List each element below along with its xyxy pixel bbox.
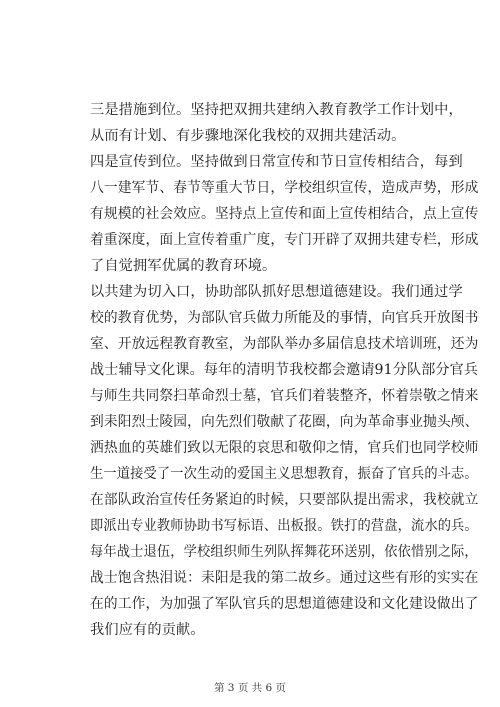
paragraph-line: 室、开放远程教育教室，为部队举办多届信息技术培训班，还为 bbox=[90, 336, 479, 352]
paragraph-line: 以共建为切入口，协助部队抓好思想道德建设。我们通过学 bbox=[90, 284, 463, 300]
paragraph-line: 有规模的社会效应。坚持点上宣传和面上宣传相结合，点上宣传 bbox=[90, 206, 479, 222]
paragraph-line: 生一道接受了一次生动的爱国主义思想教育，振奋了官兵的斗志。 bbox=[90, 466, 478, 482]
page-number-footer: 第 3 页 共 6 页 bbox=[213, 682, 287, 694]
paragraph-line: 即派出专业教师协助书写标语、出板报。铁打的营盘，流水的兵。 bbox=[90, 518, 478, 534]
paragraph-line: 我们应有的贡献。 bbox=[90, 622, 205, 638]
paragraph-line: 在部队政治宣传任务紧迫的时候，只要部队提出需求，我校就立 bbox=[90, 492, 479, 508]
paragraph-line: 三是措施到位。坚持把双拥共建纳入教育教学工作计划中， bbox=[90, 102, 463, 118]
paragraph-line: 到耒阳烈士陵园，向先烈们敬献了花圈，向为革命事业抛头颅、 bbox=[90, 414, 479, 430]
paragraph-line: 了自觉拥军优属的教育环境。 bbox=[90, 258, 277, 274]
paragraph-line: 校的教育优势，为部队官兵做力所能及的事情，向官兵开放图书 bbox=[90, 310, 479, 326]
paragraph-line: 四是宣传到位。坚持做到日常宣传和节日宣传相结合，每到 bbox=[90, 154, 463, 170]
paragraph-line: 从而有计划、有步骤地深化我校的双拥共建活动。 bbox=[90, 128, 406, 144]
paragraph-line: 洒热血的英雄们致以无限的哀思和敬仰之情，官兵们也同学校师 bbox=[90, 440, 479, 456]
paragraph-line: 在的工作，为加强了军队官兵的思想道德建设和文化建设做出了 bbox=[90, 596, 479, 612]
paragraph-line: 战士辅导文化课。每年的清明节我校都会邀请91分队部分官兵 bbox=[90, 362, 479, 378]
paragraph-line: 八一建军节、春节等重大节日，学校组织宣传，造成声势，形成 bbox=[90, 180, 479, 196]
paragraph-line: 着重深度，面上宣传着重广度，专门开辟了双拥共建专栏，形成 bbox=[90, 232, 479, 248]
paragraph-line: 每年战士退伍，学校组织师生列队挥舞花环送别，依依惜别之际， bbox=[90, 544, 478, 560]
paragraph-line: 与师生共同祭扫革命烈士墓，官兵们着装整齐，怀着崇敬之情来 bbox=[90, 388, 479, 404]
paragraph-line: 战士饱含热泪说：耒阳是我的第二故乡。通过这些有形的实实在 bbox=[90, 570, 479, 586]
